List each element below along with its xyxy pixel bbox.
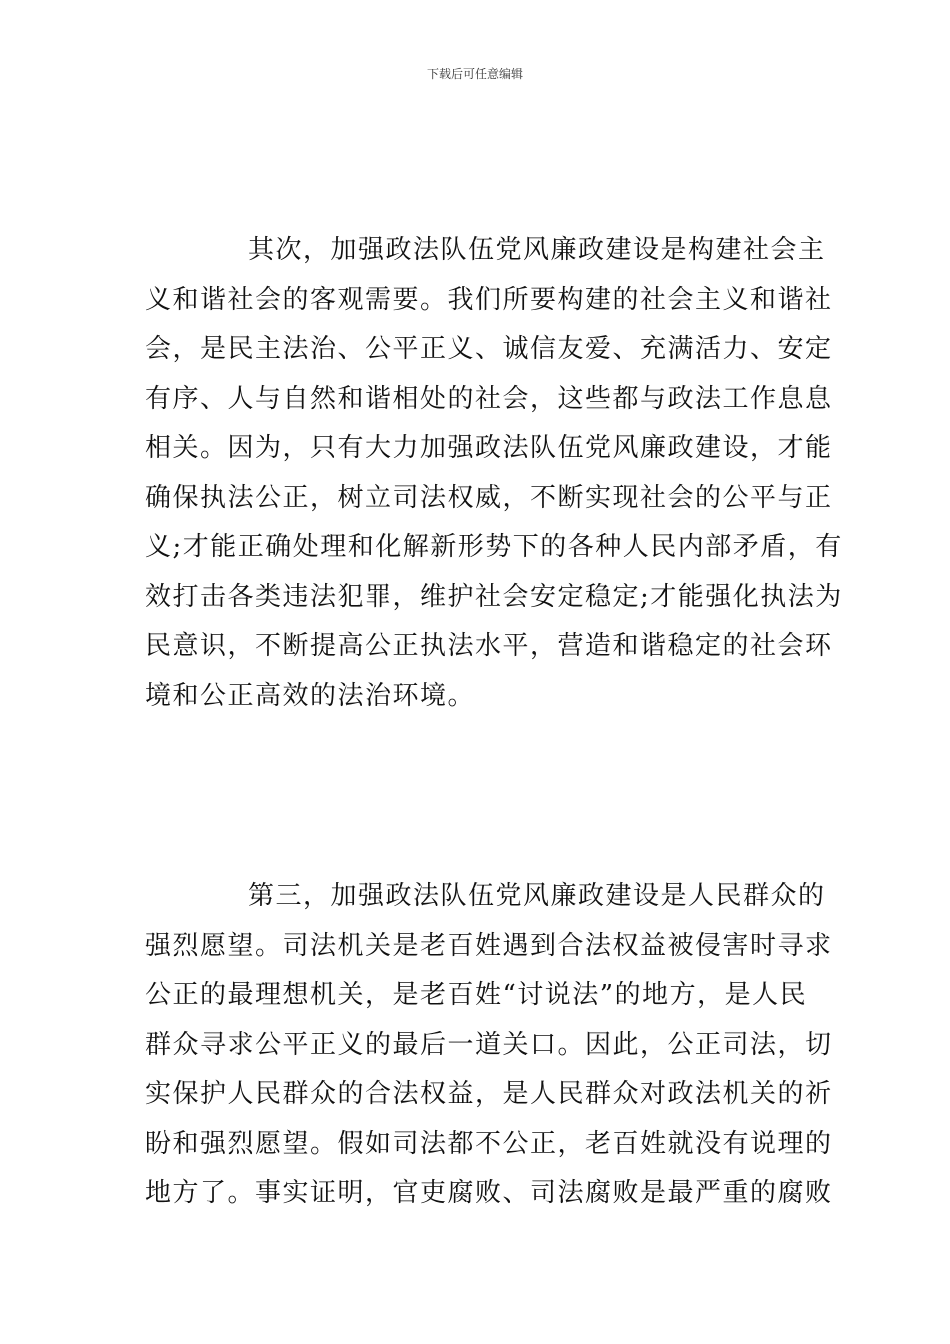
text-line: 实保护人民群众的合法权益，是人民群众对政法机关的祈 (145, 1079, 833, 1109)
text-line: 相关。因为，只有大力加强政法队伍党风廉政建设，才能 (145, 433, 833, 463)
paragraph-1 (145, 226, 843, 721)
text-line: 公正的最理想机关，是老百姓“讨说法”的地方，是人民 (145, 980, 808, 1010)
text-line: 确保执法公正，树立司法权威，不断实现社会的公平与正 (145, 482, 833, 513)
text-line: 第三，加强政法队伍党风廉政建设是人民群众的 (248, 881, 826, 911)
text-line: 强烈愿望。司法机关是老百姓遇到合法权益被侵害时寻求 (145, 930, 833, 961)
text-line: 地方了。事实证明，官吏腐败、司法腐败是最严重的腐败 (145, 1178, 833, 1208)
text-line: 盼和强烈愿望。假如司法都不公正，老百姓就没有说理的 (145, 1128, 833, 1159)
text-line: 民意识，不断提高公正执法水平，营造和谐稳定的社会环 (145, 631, 833, 661)
text-line: 效打击各类违法犯罪，维护社会安定稳定;才能强化执法为 (145, 581, 843, 612)
text-line: 其次，加强政法队伍党风廉政建设是构建社会主 (248, 235, 826, 265)
text-line: 有序、人与自然和谐相处的社会，这些都与政法工作息息 (145, 383, 833, 414)
text-line: 群众寻求公平正义的最后一道关口。因此，公正司法，切 (145, 1029, 833, 1060)
page-header: 下载后可任意编辑 (426, 67, 523, 81)
text-line: 会，是民主法治、公平正义、诚信友爱、充满活力、安定 (145, 334, 833, 364)
text-line: 境和公正高效的法治环境。 (145, 680, 476, 711)
text-line: 义;才能正确处理和化解新形势下的各种人民内部矛盾，有 (145, 532, 843, 562)
paragraph-2 (145, 872, 833, 1219)
text-line: 义和谐社会的客观需要。我们所要构建的社会主义和谐社 (145, 284, 833, 315)
